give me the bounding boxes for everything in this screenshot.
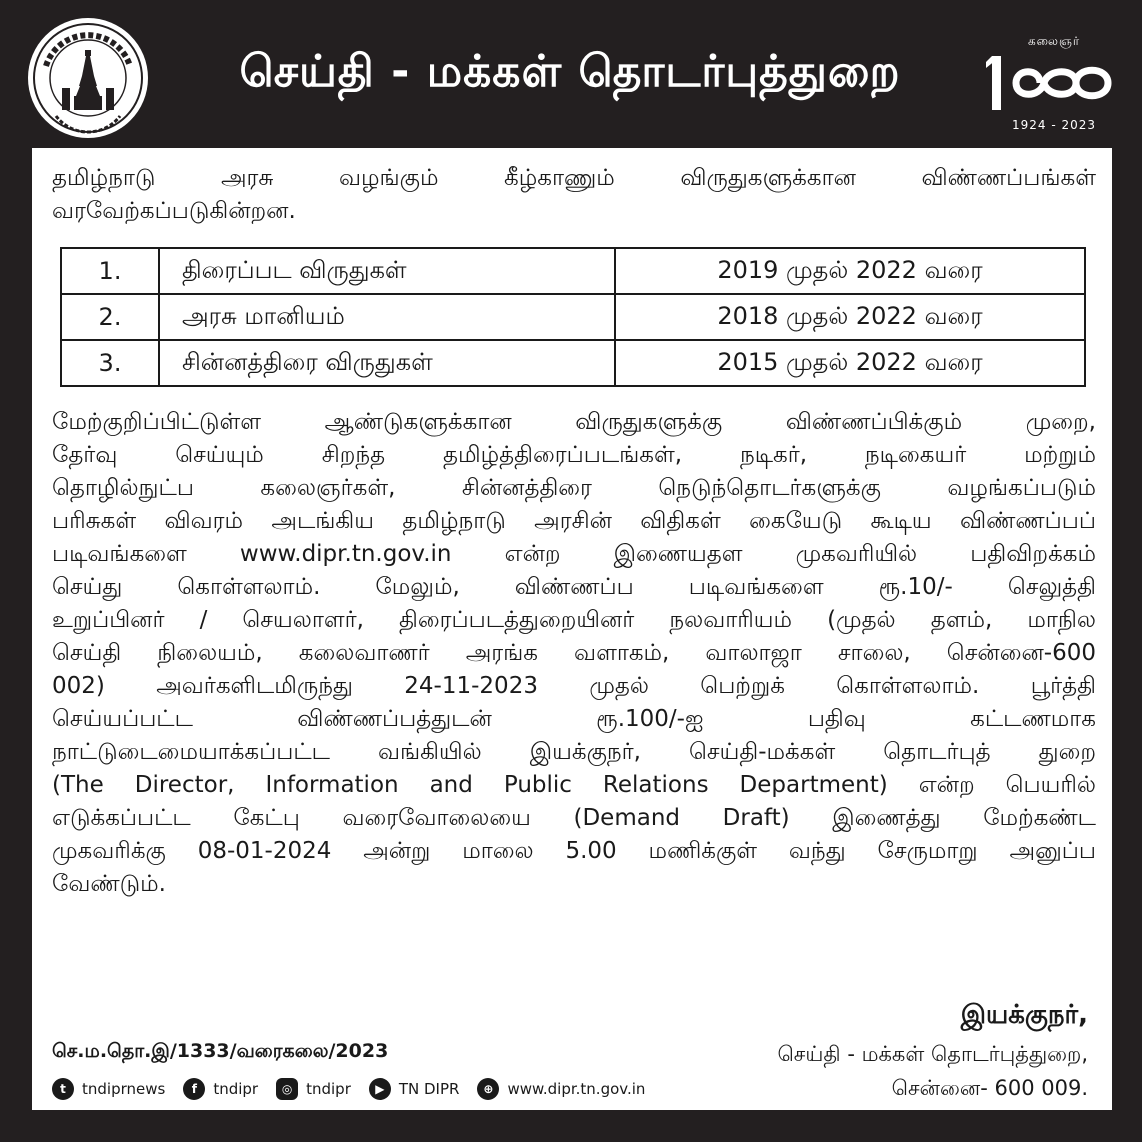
body-line: செய்து கொள்ளலாம். மேலும், விண்ணப்ப படிவங்களை ரூ.10/- செலுத்தி xyxy=(52,574,1096,600)
table-row xyxy=(61,248,1085,294)
tamil-nadu-emblem-icon xyxy=(26,16,150,140)
body-line: படிவங்களை www.dipr.tn.gov.in என்ற இணையதள முகவரியில் பதிவிறக்கம் xyxy=(52,541,1096,567)
globe-icon[interactable]: ⊕ xyxy=(477,1078,499,1100)
intro-paragraph xyxy=(52,162,1096,228)
body-line: தேர்வு செய்யும் சிறந்த தமிழ்த்திரைப்படங்கள், நடிகர், நடிகையர் மற்றும் xyxy=(52,442,1096,468)
award-number: 2. xyxy=(61,294,159,340)
social-label[interactable]: tndipr xyxy=(306,1080,351,1098)
centenary-years: 1924 - 2023 xyxy=(1012,118,1097,132)
body-line: வேண்டும். xyxy=(52,871,166,897)
instagram-icon[interactable]: ◎ xyxy=(276,1078,298,1100)
award-number: 1. xyxy=(61,248,159,294)
intro-line: தமிழ்நாடு அரசு வழங்கும் கீழ்காணும் விருதுகளுக்கான விண்ணப்பங்கள் xyxy=(52,165,1096,191)
awards-table xyxy=(60,247,1086,387)
award-name: அரசு மானியம் xyxy=(159,294,615,340)
signatory-department: செய்தி - மக்கள் தொடர்புத்துறை, xyxy=(777,1042,1088,1066)
centenary-top-label: கலைஞர் xyxy=(1028,34,1081,48)
body-line: செய்யப்பட்ட விண்ணப்பத்துடன் ரூ.100/-ஐ பதிவு கட்டணமாக xyxy=(52,706,1096,732)
header-bar xyxy=(0,0,1142,146)
body-line: முகவரிக்கு 08-01-2024 அன்று மாலை 5.00 மணிக்குள் வந்து சேருமாறு அனுப்ப xyxy=(52,838,1096,864)
body-line: எடுக்கப்பட்ட கேட்பு வரைவோலையை (Demand Draft) இணைத்து மேற்கண்ட xyxy=(52,805,1096,831)
notice-body xyxy=(32,148,1112,1110)
award-period: 2018 முதல் 2022 வரை xyxy=(615,294,1085,340)
award-period: 2015 முதல் 2022 வரை xyxy=(615,340,1085,386)
social-label[interactable]: tndipr xyxy=(213,1080,259,1098)
centenary-100-icon xyxy=(982,46,1122,126)
website-link[interactable]: www.dipr.tn.gov.in xyxy=(507,1080,646,1098)
social-label[interactable]: tndiprnews xyxy=(82,1080,166,1098)
page-title: செய்தி - மக்கள் தொடர்புத்துறை xyxy=(239,46,901,97)
instructions-paragraph xyxy=(52,406,1096,901)
body-line: பரிசுகள் விவரம் அடங்கிய தமிழ்நாடு அரசின் விதிகள் கையேடு கூடிய விண்ணப்பப் xyxy=(52,508,1096,534)
intro-line: வரவேற்கப்படுகின்றன. xyxy=(52,198,296,224)
body-line: 002) அவர்களிடமிருந்து 24-11-2023 முதல் பெற்றுக் கொள்ளலாம். பூர்த்தி xyxy=(52,673,1096,699)
twitter-icon[interactable]: t xyxy=(52,1078,74,1100)
body-line: தொழில்நுட்ப கலைஞர்கள், சின்னத்திரை நெடுந்தொடர்களுக்கு வழங்கப்படும் xyxy=(52,475,1096,501)
reference-number: செ.ம.தொ.இ/1333/வரைகலை/2023 xyxy=(52,1040,389,1062)
youtube-icon[interactable]: ▶ xyxy=(369,1078,391,1100)
body-line: செய்தி நிலையம், கலைவாணர் அரங்க வளாகம், வாலாஜா சாலை, சென்னை-600 xyxy=(52,640,1096,666)
table-row xyxy=(61,340,1085,386)
table-row xyxy=(61,294,1085,340)
kalaignar-centenary-logo xyxy=(982,26,1122,134)
signatory-title: இயக்குநர், xyxy=(960,1000,1088,1030)
body-line: நாட்டுடைமையாக்கப்பட்ட வங்கியில் இயக்குநர், செய்தி-மக்கள் தொடர்புத் துறை xyxy=(52,739,1096,765)
award-number: 3. xyxy=(61,340,159,386)
social-links xyxy=(52,1076,663,1102)
body-line: (The Director, Information and Public Relations Department) என்ற பெயரில் xyxy=(52,772,1096,798)
facebook-icon[interactable]: f xyxy=(183,1078,205,1100)
signatory-city: சென்னை- 600 009. xyxy=(891,1076,1088,1100)
award-name: திரைப்பட விருதுகள் xyxy=(159,248,615,294)
award-name: சின்னத்திரை விருதுகள் xyxy=(159,340,615,386)
body-line: உறுப்பினர் / செயலாளர், திரைப்படத்துறையினர் நலவாரியம் (முதல் தளம், மாநில xyxy=(52,607,1096,633)
body-line: மேற்குறிப்பிட்டுள்ள ஆண்டுகளுக்கான விருதுகளுக்கு விண்ணப்பிக்கும் முறை, xyxy=(52,409,1096,435)
social-label[interactable]: TN DIPR xyxy=(398,1080,460,1098)
award-period: 2019 முதல் 2022 வரை xyxy=(615,248,1085,294)
